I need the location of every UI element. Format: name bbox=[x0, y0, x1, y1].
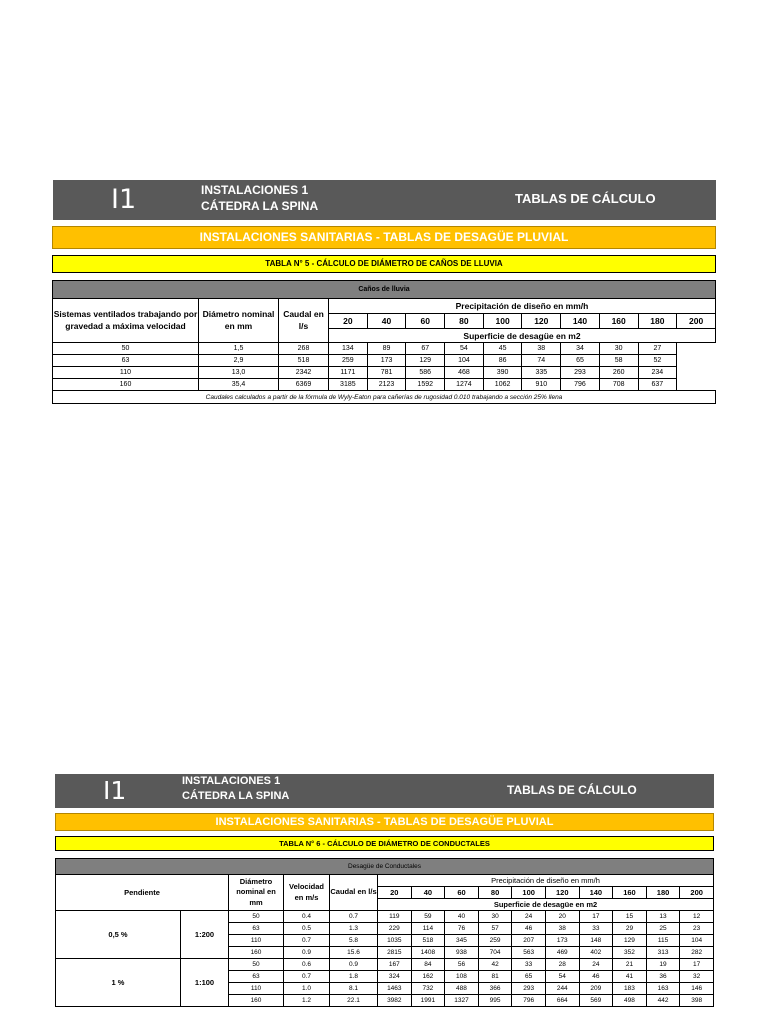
table6-value-cell: 40 bbox=[445, 911, 479, 923]
table6-value-cell: 56 bbox=[445, 959, 479, 971]
page-banner-2: INSTALACIONES SANITARIAS - TABLAS DE DESAGÜE PLUVIAL bbox=[55, 813, 714, 831]
table5-value-cell: 234 bbox=[638, 367, 677, 379]
table5-value-cell: 1274 bbox=[445, 379, 484, 391]
table6-value-cell: 569 bbox=[579, 995, 613, 1007]
table6-caudal-cell: 1.8 bbox=[330, 971, 378, 983]
table6-slope-pct: 0,5 % bbox=[56, 911, 181, 959]
table6-vel-cell: 0.9 bbox=[284, 947, 330, 959]
table6-value-cell: 42 bbox=[478, 959, 512, 971]
table5-value-cell: 1062 bbox=[483, 379, 522, 391]
table6-value-cell: 25 bbox=[646, 923, 680, 935]
table6-slope-ratio: 1:100 bbox=[181, 959, 229, 1007]
table5-caudal-cell: 2,9 bbox=[199, 355, 279, 367]
table5-value-cell: 2123 bbox=[367, 379, 406, 391]
table6-caudal-cell: 5.8 bbox=[330, 935, 378, 947]
table6-value-cell: 30 bbox=[478, 911, 512, 923]
table5-footnote: Caudales calculados a partir de la fórmula de Wyly-Eaton para cañerías de rugosidad 0.010 trabajando a sección 25% llena bbox=[53, 391, 716, 404]
table6-value-cell: 162 bbox=[411, 971, 445, 983]
institution-line-1: INSTALACIONES 1 bbox=[201, 183, 309, 197]
table6-value-cell: 167 bbox=[378, 959, 412, 971]
table5-caudal-cell: 1,5 bbox=[199, 343, 279, 355]
table6-value-cell: 12 bbox=[680, 911, 714, 923]
table5-value-cell: 129 bbox=[406, 355, 445, 367]
table5-value-cell: 796 bbox=[561, 379, 600, 391]
table6-value-cell: 498 bbox=[613, 995, 647, 1007]
table6-value-cell: 104 bbox=[680, 935, 714, 947]
table6-value-cell: 259 bbox=[478, 935, 512, 947]
table5-precip-cell: 20 bbox=[329, 314, 368, 329]
table6-value-cell: 24 bbox=[579, 959, 613, 971]
table6-value-cell: 65 bbox=[512, 971, 546, 983]
table5-value-cell: 30 bbox=[599, 343, 638, 355]
table5-value-cell: 468 bbox=[445, 367, 484, 379]
table5-diam-cell: 63 bbox=[53, 355, 199, 367]
table5-value-cell: 86 bbox=[483, 355, 522, 367]
table6-value-cell: 664 bbox=[545, 995, 579, 1007]
table6-value-cell: 2815 bbox=[378, 947, 412, 959]
table6-value-cell: 115 bbox=[646, 935, 680, 947]
table6-value-cell: 796 bbox=[512, 995, 546, 1007]
table5-precip-cell: 120 bbox=[522, 314, 561, 329]
header-bar-2 bbox=[55, 774, 714, 808]
table5-value-cell: 390 bbox=[483, 367, 522, 379]
table6-value-cell: 19 bbox=[646, 959, 680, 971]
table6-diam-cell: 110 bbox=[229, 935, 284, 947]
table6-value-cell: 995 bbox=[478, 995, 512, 1007]
table5-precip-cell: 140 bbox=[561, 314, 600, 329]
table6-value-cell: 352 bbox=[613, 947, 647, 959]
table6-value-cell: 36 bbox=[646, 971, 680, 983]
table6-value-cell: 57 bbox=[478, 923, 512, 935]
table6-surface-header: Superficie de desagüe en m2 bbox=[378, 899, 714, 911]
table6-value-cell: 732 bbox=[411, 983, 445, 995]
table5-precip-cell: 180 bbox=[638, 314, 677, 329]
table6-vel-cell: 1.0 bbox=[284, 983, 330, 995]
table5-diam-header: Diámetro nominal en mm bbox=[199, 299, 279, 343]
table5-value-cell: 1592 bbox=[406, 379, 445, 391]
table6-value-cell: 32 bbox=[680, 971, 714, 983]
table5-value-cell: 781 bbox=[367, 367, 406, 379]
table6-value-cell: 173 bbox=[545, 935, 579, 947]
table5-subtitle: TABLA N° 5 - CÁLCULO DE DIÁMETRO DE CAÑOS DE LLUVIA bbox=[52, 255, 716, 273]
table6-precip-cell: 20 bbox=[378, 887, 412, 899]
table5-value-cell: 45 bbox=[483, 343, 522, 355]
table6-value-cell: 59 bbox=[411, 911, 445, 923]
table-row bbox=[53, 367, 716, 379]
table6-value-cell: 108 bbox=[445, 971, 479, 983]
table6-diam-cell: 160 bbox=[229, 947, 284, 959]
table5-value-cell: 52 bbox=[638, 355, 677, 367]
institution-line-2: CÁTEDRA LA SPINA bbox=[201, 199, 319, 214]
table6-precip-cell: 200 bbox=[680, 887, 714, 899]
table6-precip-cell: 60 bbox=[445, 887, 479, 899]
table6-diam-cell: 110 bbox=[229, 983, 284, 995]
table5-value-cell: 708 bbox=[599, 379, 638, 391]
table5-value-cell: 518 bbox=[279, 355, 329, 367]
table6-value-cell: 29 bbox=[613, 923, 647, 935]
table5-caudal-cell: 13,0 bbox=[199, 367, 279, 379]
table5-value-cell: 1171 bbox=[329, 367, 368, 379]
table5-diam-cell: 160 bbox=[53, 379, 199, 391]
table6-value-cell: 345 bbox=[445, 935, 479, 947]
table5-value-cell: 293 bbox=[561, 367, 600, 379]
table5-caudal-cell: 35,4 bbox=[199, 379, 279, 391]
table6-slope-pct: 1 % bbox=[56, 959, 181, 1007]
table6-value-cell: 33 bbox=[512, 959, 546, 971]
table6-value-cell: 1408 bbox=[411, 947, 445, 959]
table6-value-cell: 41 bbox=[613, 971, 647, 983]
table6-value-cell: 17 bbox=[579, 911, 613, 923]
table6-value-cell: 81 bbox=[478, 971, 512, 983]
table5-value-cell: 259 bbox=[329, 355, 368, 367]
table6-value-cell: 46 bbox=[579, 971, 613, 983]
table6-caudal-cell: 8.1 bbox=[330, 983, 378, 995]
table6-value-cell: 1327 bbox=[445, 995, 479, 1007]
institution-line-2-2: CÁTEDRA LA SPINA bbox=[182, 789, 290, 802]
table6-diam-cell: 160 bbox=[229, 995, 284, 1007]
table6-value-cell: 209 bbox=[579, 983, 613, 995]
table6-value-cell: 163 bbox=[646, 983, 680, 995]
table-row bbox=[53, 379, 716, 391]
table6-diam-cell: 63 bbox=[229, 923, 284, 935]
table5-diam-cell: 50 bbox=[53, 343, 199, 355]
table5-value-cell: 104 bbox=[445, 355, 484, 367]
table6-value-cell: 244 bbox=[545, 983, 579, 995]
table6-value-cell: 704 bbox=[478, 947, 512, 959]
table6-value-cell: 563 bbox=[512, 947, 546, 959]
table6-value-cell: 442 bbox=[646, 995, 680, 1007]
table5-caudal-header: Caudal en l/s bbox=[279, 299, 329, 343]
table5-system-label: Sistemas ventilados trabajando por gravedad a máxima velocidad bbox=[53, 299, 199, 343]
table-row bbox=[53, 343, 716, 355]
header-bar bbox=[53, 180, 716, 220]
table5-value-cell: 3185 bbox=[329, 379, 368, 391]
table6-vel-header: Velocidad en m/s bbox=[284, 875, 330, 911]
table6-caudal-cell: 0.7 bbox=[330, 911, 378, 923]
table6-vel-cell: 0.6 bbox=[284, 959, 330, 971]
table6-value-cell: 15 bbox=[613, 911, 647, 923]
table5-precip-cell: 160 bbox=[599, 314, 638, 329]
table6-title: Desagüe de Conductales bbox=[56, 859, 714, 875]
table6-caudal-cell: 1.3 bbox=[330, 923, 378, 935]
table5-precip-cell: 60 bbox=[406, 314, 445, 329]
table5-value-cell: 910 bbox=[522, 379, 561, 391]
table5-value-cell: 27 bbox=[638, 343, 677, 355]
table6-value-cell: 129 bbox=[613, 935, 647, 947]
institution-line-1-2: INSTALACIONES 1 bbox=[182, 775, 281, 787]
table6-precip-cell: 80 bbox=[478, 887, 512, 899]
table6-value-cell: 469 bbox=[545, 947, 579, 959]
table6-value-cell: 1463 bbox=[378, 983, 412, 995]
table6-precip-header: Precipitación de diseño en mm/h bbox=[378, 875, 714, 887]
table6-diam-header: Diámetro nominal en mm bbox=[229, 875, 284, 911]
table6-value-cell: 38 bbox=[545, 923, 579, 935]
table-row bbox=[56, 911, 714, 923]
table6-slope-header: Pendiente bbox=[56, 875, 229, 911]
table6-value-cell: 28 bbox=[545, 959, 579, 971]
table6-value-cell: 148 bbox=[579, 935, 613, 947]
table5-value-cell: 637 bbox=[638, 379, 677, 391]
table6-value-cell: 518 bbox=[411, 935, 445, 947]
table5-value-cell: 335 bbox=[522, 367, 561, 379]
table5-surface-header: Superficie de desagüe en m2 bbox=[329, 329, 716, 343]
table6-value-cell: 398 bbox=[680, 995, 714, 1007]
table6-value-cell: 33 bbox=[579, 923, 613, 935]
institution-title bbox=[201, 182, 318, 214]
table6-value-cell: 3982 bbox=[378, 995, 412, 1007]
table6-precip-cell: 40 bbox=[411, 887, 445, 899]
section-title-2: TABLAS DE CÁLCULO bbox=[507, 783, 637, 797]
table6-value-cell: 84 bbox=[411, 959, 445, 971]
table6-caudal-cell: 0.9 bbox=[330, 959, 378, 971]
section-title: TABLAS DE CÁLCULO bbox=[515, 191, 656, 206]
table6-value-cell: 119 bbox=[378, 911, 412, 923]
table6-caudal-cell: 22.1 bbox=[330, 995, 378, 1007]
table6-value-cell: 114 bbox=[411, 923, 445, 935]
table6-subtitle: TABLA N° 6 - CÁLCULO DE DIÁMETRO DE CONDUCTALES bbox=[55, 836, 714, 851]
table6-value-cell: 488 bbox=[445, 983, 479, 995]
table6-value-cell: 324 bbox=[378, 971, 412, 983]
table6-value-cell: 282 bbox=[680, 947, 714, 959]
table6-value-cell: 402 bbox=[579, 947, 613, 959]
page-banner: INSTALACIONES SANITARIAS - TABLAS DE DESAGÜE PLUVIAL bbox=[52, 226, 716, 249]
table6-value-cell: 13 bbox=[646, 911, 680, 923]
table5-value-cell: 58 bbox=[599, 355, 638, 367]
table6-vel-cell: 0.7 bbox=[284, 971, 330, 983]
table6-vel-cell: 0.4 bbox=[284, 911, 330, 923]
table6-value-cell: 24 bbox=[512, 911, 546, 923]
table-row bbox=[53, 355, 716, 367]
table5-value-cell: 173 bbox=[367, 355, 406, 367]
table6-value-cell: 46 bbox=[512, 923, 546, 935]
table5-precip-cell: 100 bbox=[483, 314, 522, 329]
table6-value-cell: 1991 bbox=[411, 995, 445, 1007]
table5-value-cell: 89 bbox=[367, 343, 406, 355]
table6-value-cell: 366 bbox=[478, 983, 512, 995]
table5-value-cell: 34 bbox=[561, 343, 600, 355]
table6 bbox=[55, 858, 714, 1007]
table6-value-cell: 21 bbox=[613, 959, 647, 971]
logo-i1-2: I1 bbox=[103, 776, 127, 805]
table6-value-cell: 207 bbox=[512, 935, 546, 947]
table6-value-cell: 146 bbox=[680, 983, 714, 995]
table5-value-cell: 6369 bbox=[279, 379, 329, 391]
table6-vel-cell: 0.7 bbox=[284, 935, 330, 947]
table6-value-cell: 183 bbox=[613, 983, 647, 995]
table6-precip-cell: 140 bbox=[579, 887, 613, 899]
table6-value-cell: 23 bbox=[680, 923, 714, 935]
table6-diam-cell: 50 bbox=[229, 959, 284, 971]
table6-vel-cell: 0.5 bbox=[284, 923, 330, 935]
institution-title-2 bbox=[182, 774, 289, 804]
table6-precip-cell: 120 bbox=[545, 887, 579, 899]
table5-value-cell: 38 bbox=[522, 343, 561, 355]
table5-value-cell: 2342 bbox=[279, 367, 329, 379]
table5-value-cell: 74 bbox=[522, 355, 561, 367]
table6-value-cell: 1035 bbox=[378, 935, 412, 947]
table6-value-cell: 313 bbox=[646, 947, 680, 959]
table6-precip-cell: 100 bbox=[512, 887, 546, 899]
table6-value-cell: 54 bbox=[545, 971, 579, 983]
table5-precip-cell: 200 bbox=[677, 314, 716, 329]
table6-vel-cell: 1.2 bbox=[284, 995, 330, 1007]
table5-value-cell: 586 bbox=[406, 367, 445, 379]
table5-value-cell: 54 bbox=[445, 343, 484, 355]
table6-value-cell: 76 bbox=[445, 923, 479, 935]
table5-precip-cell: 40 bbox=[367, 314, 406, 329]
table5-precip-cell: 80 bbox=[445, 314, 484, 329]
table6-value-cell: 17 bbox=[680, 959, 714, 971]
table5-value-cell: 134 bbox=[329, 343, 368, 355]
table6-value-cell: 229 bbox=[378, 923, 412, 935]
table5-diam-cell: 110 bbox=[53, 367, 199, 379]
table5-title: Caños de lluvia bbox=[53, 281, 716, 299]
table6-diam-cell: 63 bbox=[229, 971, 284, 983]
table6-caudal-cell: 15.6 bbox=[330, 947, 378, 959]
table6-caudal-header: Caudal en l/s bbox=[330, 875, 378, 911]
table5-value-cell: 67 bbox=[406, 343, 445, 355]
table6-value-cell: 293 bbox=[512, 983, 546, 995]
table5 bbox=[52, 280, 716, 404]
table6-precip-cell: 160 bbox=[613, 887, 647, 899]
table6-precip-cell: 180 bbox=[646, 887, 680, 899]
table5-value-cell: 65 bbox=[561, 355, 600, 367]
table5-value-cell: 268 bbox=[279, 343, 329, 355]
table6-value-cell: 20 bbox=[545, 911, 579, 923]
table6-diam-cell: 50 bbox=[229, 911, 284, 923]
table5-precip-header: Precipitación de diseño en mm/h bbox=[329, 299, 716, 314]
table6-slope-ratio: 1:200 bbox=[181, 911, 229, 959]
table5-value-cell: 260 bbox=[599, 367, 638, 379]
table6-value-cell: 938 bbox=[445, 947, 479, 959]
logo-i1: I1 bbox=[111, 184, 137, 215]
table-row bbox=[56, 959, 714, 971]
